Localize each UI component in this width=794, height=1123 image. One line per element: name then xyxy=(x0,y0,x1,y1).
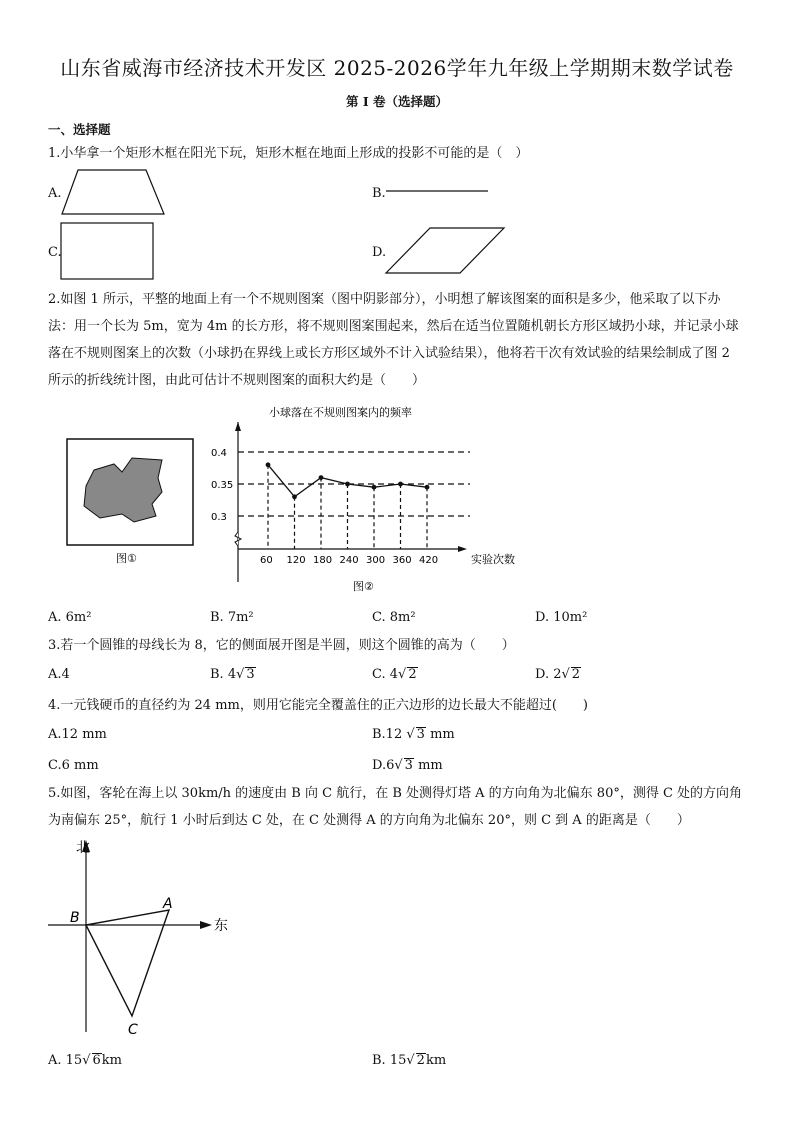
q1-option-c-label: C. xyxy=(48,245,62,260)
x-tick-label: 420 xyxy=(419,555,439,566)
east-label: 东 xyxy=(214,918,228,934)
q4-option-c: C.6 mm xyxy=(48,758,99,773)
q5-option-b-radicand: 2 xyxy=(416,1053,425,1068)
x-tick-label: 60 xyxy=(260,555,273,566)
q2-option-d: D. 10m² xyxy=(535,610,588,625)
q2-fig2-caption: 图② xyxy=(353,580,374,593)
data-point xyxy=(319,475,324,480)
exam-title: 山东省威海市经济技术开发区 2025-2026学年九年级上学期期末数学试卷 xyxy=(60,56,734,80)
chart-title: 小球落在不规则图案内的频率 xyxy=(269,406,412,419)
point-c-label: C xyxy=(128,1022,138,1038)
q2-option-b: B. 7m² xyxy=(210,610,254,625)
q1-option-d-label: D. xyxy=(372,245,387,260)
q1-option-b-label: B. xyxy=(372,186,386,201)
question-4-stem: 4.一元钱硬币的直径约为 24 mm，则用它能完全覆盖住的正六边形的边长最大不能超过( ) xyxy=(48,698,589,713)
data-point xyxy=(372,485,377,490)
q1-trapezoid-figure xyxy=(60,168,166,216)
q3-option-d-radicand: 2 xyxy=(571,667,581,682)
question-5-stem: 5.如图，客轮在海上以 30km/h 的速度由 B 向 C 航行，在 B 处测得灯塔 A 的方向角为北偏东 80°，测得 C 处的方向角为南偏东 25°，航行 1 小时后到达 C 处，在 C 处测得 A 的方向角为北偏东 20°，则 C 到 A 的距离是（ ） xyxy=(48,786,743,828)
q1-segment-figure xyxy=(384,186,492,196)
q4-option-d: D.6√ 3 mm xyxy=(372,758,443,773)
data-point xyxy=(425,485,430,490)
east-arrow-icon xyxy=(200,921,212,929)
north-label: 北 xyxy=(76,840,90,856)
q5-option-a: A. 15√ 6km xyxy=(48,1053,122,1068)
section-heading: 一、选择题 xyxy=(48,122,111,137)
axis-break-icon xyxy=(235,532,241,546)
y-tick-label: 0.3 xyxy=(211,512,227,523)
x-tick-label: 180 xyxy=(313,555,333,566)
q3-option-b-radicand: 3 xyxy=(246,667,255,682)
point-a-label: A xyxy=(163,896,173,912)
data-point xyxy=(398,482,403,487)
question-2-stem: 2.如图 1 所示，平整的地面上有一个不规则图案（图中阴影部分），小明想了解该图案的面积是多少，他采取了以下办法：用一个长为 5m，宽为 4m 的长方形，将不规则图案围起来，然后在适当位置随机朝长方形区域扔小球，并记录小球落在不规则图案上的次数（小球扔在界线上或长方形区域外不计入试验结果），他将若干次有效试验的结果绘制成了图 2 所示的折线统计图，由此可估计不规则图案的面积大约是（ ） xyxy=(48,292,739,388)
q2-figure-1 xyxy=(64,436,196,568)
x-tick-label: 120 xyxy=(286,555,306,566)
q2-option-c: C. 8m² xyxy=(372,610,416,625)
y-axis-arrow-icon xyxy=(235,422,241,431)
y-tick-label: 0.4 xyxy=(211,448,227,459)
q5-option-a-radicand: 6 xyxy=(92,1053,101,1068)
q4-option-b-radicand: 3 xyxy=(416,727,425,742)
q1-option-a-label: A. xyxy=(48,186,62,201)
x-tick-label: 240 xyxy=(339,555,359,566)
q3-option-a: A.4 xyxy=(48,667,70,682)
q3-option-b: B. 4√ 3 xyxy=(210,667,255,682)
q3-option-c: C. 4√ 2 xyxy=(372,667,417,682)
x-axis-arrow-icon xyxy=(458,546,467,552)
data-point xyxy=(266,462,271,467)
data-point xyxy=(292,494,297,499)
q2-frequency-chart xyxy=(205,404,535,594)
q1-rectangle-figure xyxy=(60,222,156,282)
question-1-stem: 1.小华拿一个矩形木框在阳光下玩，矩形木框在地面上形成的投影不可能的是（ ） xyxy=(48,146,529,161)
q4-option-a: A.12 mm xyxy=(48,727,107,742)
q1-parallelogram-figure xyxy=(384,226,506,276)
q5-option-b: B. 15√ 2km xyxy=(372,1053,447,1068)
q2-option-a: A. 6m² xyxy=(48,610,92,625)
triangle-abc xyxy=(86,910,169,1016)
q3-option-c-radicand: 2 xyxy=(408,667,417,682)
q2-fig1-caption: 图① xyxy=(116,552,137,565)
x-tick-label: 360 xyxy=(392,555,412,566)
q5-direction-figure xyxy=(44,836,244,1040)
q2-irregular-pattern xyxy=(84,458,162,522)
question-3-stem: 3.若一个圆锥的母线长为 8，它的侧面展开图是半圆，则这个圆锥的高为（ ） xyxy=(48,638,515,653)
y-tick-label: 0.35 xyxy=(211,480,234,491)
chart-x-label: 实验次数 xyxy=(471,553,515,566)
x-tick-label: 300 xyxy=(366,555,386,566)
volume-subtitle: 第 I 卷（选择题） xyxy=(345,94,449,109)
q4-option-d-radicand: 3 xyxy=(404,758,413,773)
q4-option-b: B.12 √ 3 mm xyxy=(372,727,455,742)
data-point xyxy=(345,482,350,487)
q3-option-d: D. 2√ 2 xyxy=(535,667,581,682)
point-b-label: B xyxy=(70,910,80,926)
